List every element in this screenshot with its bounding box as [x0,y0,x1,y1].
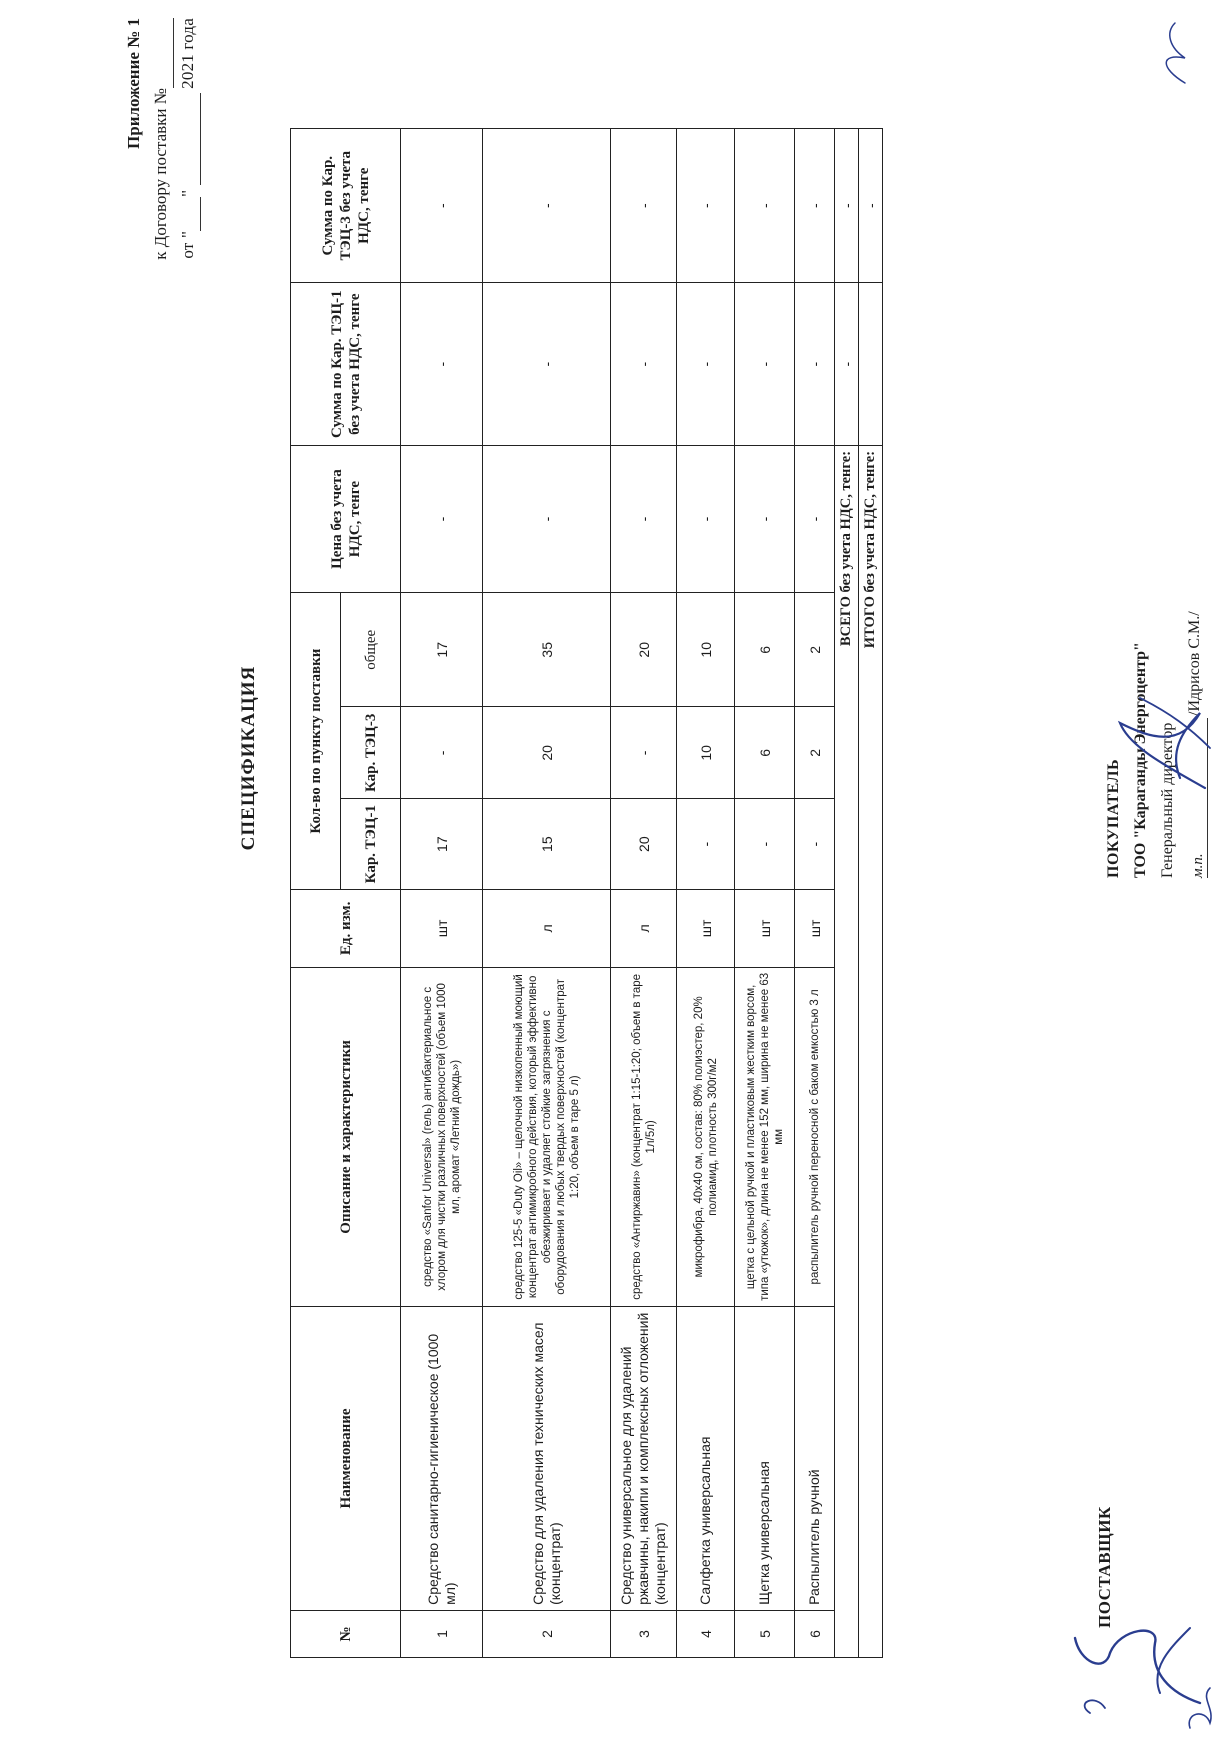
row-qty-tec1: 17 [401,799,483,890]
month-blank [182,93,201,185]
buyer-company: ТОО "Караганды Энергоцентр" [1132,642,1149,878]
row-num: 3 [611,1610,677,1657]
row-num: 5 [735,1610,795,1657]
grand-total-sum-tec3: - [859,129,883,283]
row-qty-total: 2 [795,593,835,707]
header-price: Цена без учета НДС, тенге [291,445,401,592]
row-price: - [735,445,795,592]
total-sum-tec1: - [835,283,859,446]
row-sum-tec1: - [795,283,835,446]
row-description: средство «Sanfor Universal» (гель) антибактериальное с хлором для чистки различных поверхностей (объем 1000 мл, аромат «Летний дождь») [401,967,483,1306]
row-qty-tec1: 20 [611,799,677,890]
buyer-signatory: /Идрисов С.М./ [1186,611,1203,716]
row-qty-total: 20 [611,593,677,707]
header-qty-tec1: Кар. ТЭЦ-1 [341,799,401,890]
row-num: 4 [677,1610,735,1657]
total-sum-tec3: - [835,129,859,283]
row-unit: л [611,890,677,968]
row-name: Средство санитарно-гигиеническое (1000 мл) [401,1306,483,1610]
row-unit: шт [401,890,483,968]
appendix-reference [120,18,201,318]
row-price: - [611,445,677,592]
row-unit: шт [735,890,795,968]
contract-reference: к Договору поставки № [147,18,174,318]
row-sum-tec3: - [483,129,611,283]
row-qty-tec3: - [611,707,677,799]
row-qty-tec3: - [401,707,483,799]
row-description: распылитель ручной переносной с баком емкостью 3 л [795,967,835,1306]
total-row [835,129,859,1658]
row-unit: л [483,890,611,968]
buyer-label: ПОКУПАТЕЛЬ [1105,758,1122,878]
row-price: - [795,445,835,592]
row-price: - [677,445,735,592]
row-sum-tec1: - [611,283,677,446]
row-qty-tec1: - [735,799,795,890]
row-qty-tec3: 10 [677,707,735,799]
table-row [677,129,735,1658]
row-num: 1 [401,1610,483,1657]
supplier-label: ПОСТАВЩИК [1095,1506,1114,1628]
row-sum-tec1: - [483,283,611,446]
header-sum-tec3: Сумма по Кар. ТЭЦ-3 без учета НДС, тенге [291,129,401,283]
row-sum-tec3: - [735,129,795,283]
row-qty-tec3: 20 [483,707,611,799]
header-quantity-group: Кол-во по пункту поставки [291,593,341,890]
row-num: 2 [483,1610,611,1657]
stamp-place-label: м.п. [1190,853,1206,878]
header-unit: Ед. изм. [291,890,401,968]
row-sum-tec3: - [611,129,677,283]
row-qty-tec3: 6 [735,707,795,799]
table-row [483,129,611,1658]
row-qty-total: 6 [735,593,795,707]
row-qty-tec3: 2 [795,707,835,799]
corner-initials-mark [1150,18,1200,88]
initials-mark [1180,1678,1225,1738]
buyer-signature-mark [1110,688,1220,808]
day-blank [182,197,201,231]
row-unit: шт [795,890,835,968]
row-name: Распылитель ручной [795,1306,835,1610]
row-price: - [483,445,611,592]
total-label: ВСЕГО без учета НДС, тенге: [835,445,859,967]
appendix-title: Приложение № 1 [124,18,143,149]
row-qty-tec1: 15 [483,799,611,890]
buyer-position: Генеральный директор [1159,722,1176,878]
row-sum-tec1: - [677,283,735,446]
row-name: Щетка универсальная [735,1306,795,1610]
row-sum-tec1: - [401,283,483,446]
header-qty-total: общее [341,593,401,707]
row-description: щетка с цельной ручкой и пластиковым жестким ворсом, типа «утюжок», длина не менее 152 мм, ширина не менее 63 мм [735,967,795,1306]
row-sum-tec3: - [401,129,483,283]
row-num: 6 [795,1610,835,1657]
row-description: средство «Антиржавин» (концентрат 1:15-1:20; объем в таре 1л/5л) [611,967,677,1306]
table-row [735,129,795,1658]
table-row [795,129,835,1658]
header-name: Наименование [291,1306,401,1610]
row-qty-total: 10 [677,593,735,707]
table-row [401,129,483,1658]
table-row [611,129,677,1658]
header-sum-tec1: Сумма по Кар. ТЭЦ-1 без учета НДС, тенге [291,283,401,446]
row-qty-tec1: - [795,799,835,890]
grand-total-label: ИТОГО без учета НДС, тенге: [859,445,883,967]
row-qty-total: 35 [483,593,611,707]
header-num: № [291,1610,401,1657]
row-unit: шт [677,890,735,968]
row-description: микрофибра, 40х40 см, состав: 80% полиэстер, 20% полиамид, плотность 300г/м2 [677,967,735,1306]
row-qty-tec1: - [677,799,735,890]
row-sum-tec1: - [735,283,795,446]
row-sum-tec3: - [677,129,735,283]
row-sum-tec3: - [795,129,835,283]
row-name: Средство для удаления технических масел (концентрат) [483,1306,611,1610]
row-name: Салфетка универсальная [677,1306,735,1610]
header-qty-tec3: Кар. ТЭЦ-3 [341,707,401,799]
row-qty-total: 17 [401,593,483,707]
contract-number-blank [155,18,174,88]
page-title: СПЕЦИФИКАЦИЯ [238,665,259,851]
header-description: Описание и характеристики [291,967,401,1306]
row-name: Средство универсальное для удалений ржавчины, накипи и комплексных отложений (концентрат) [611,1306,677,1610]
specification-table [290,128,883,1658]
grand-total-sum-tec1 [859,283,883,446]
row-description: средство 125-5 «Duty Oil» – щелочной низкопенный моющий концентрат антимикробного действия, который эффективно обезжиривает и удаляет стойкие загрязнения с оборудования и любых твердых поверхностей (концентрат 1:20, объем в таре 5 л) [483,967,611,1306]
row-price: - [401,445,483,592]
contract-date: от "" 2021 года [174,18,201,318]
grand-total-row [859,129,883,1658]
